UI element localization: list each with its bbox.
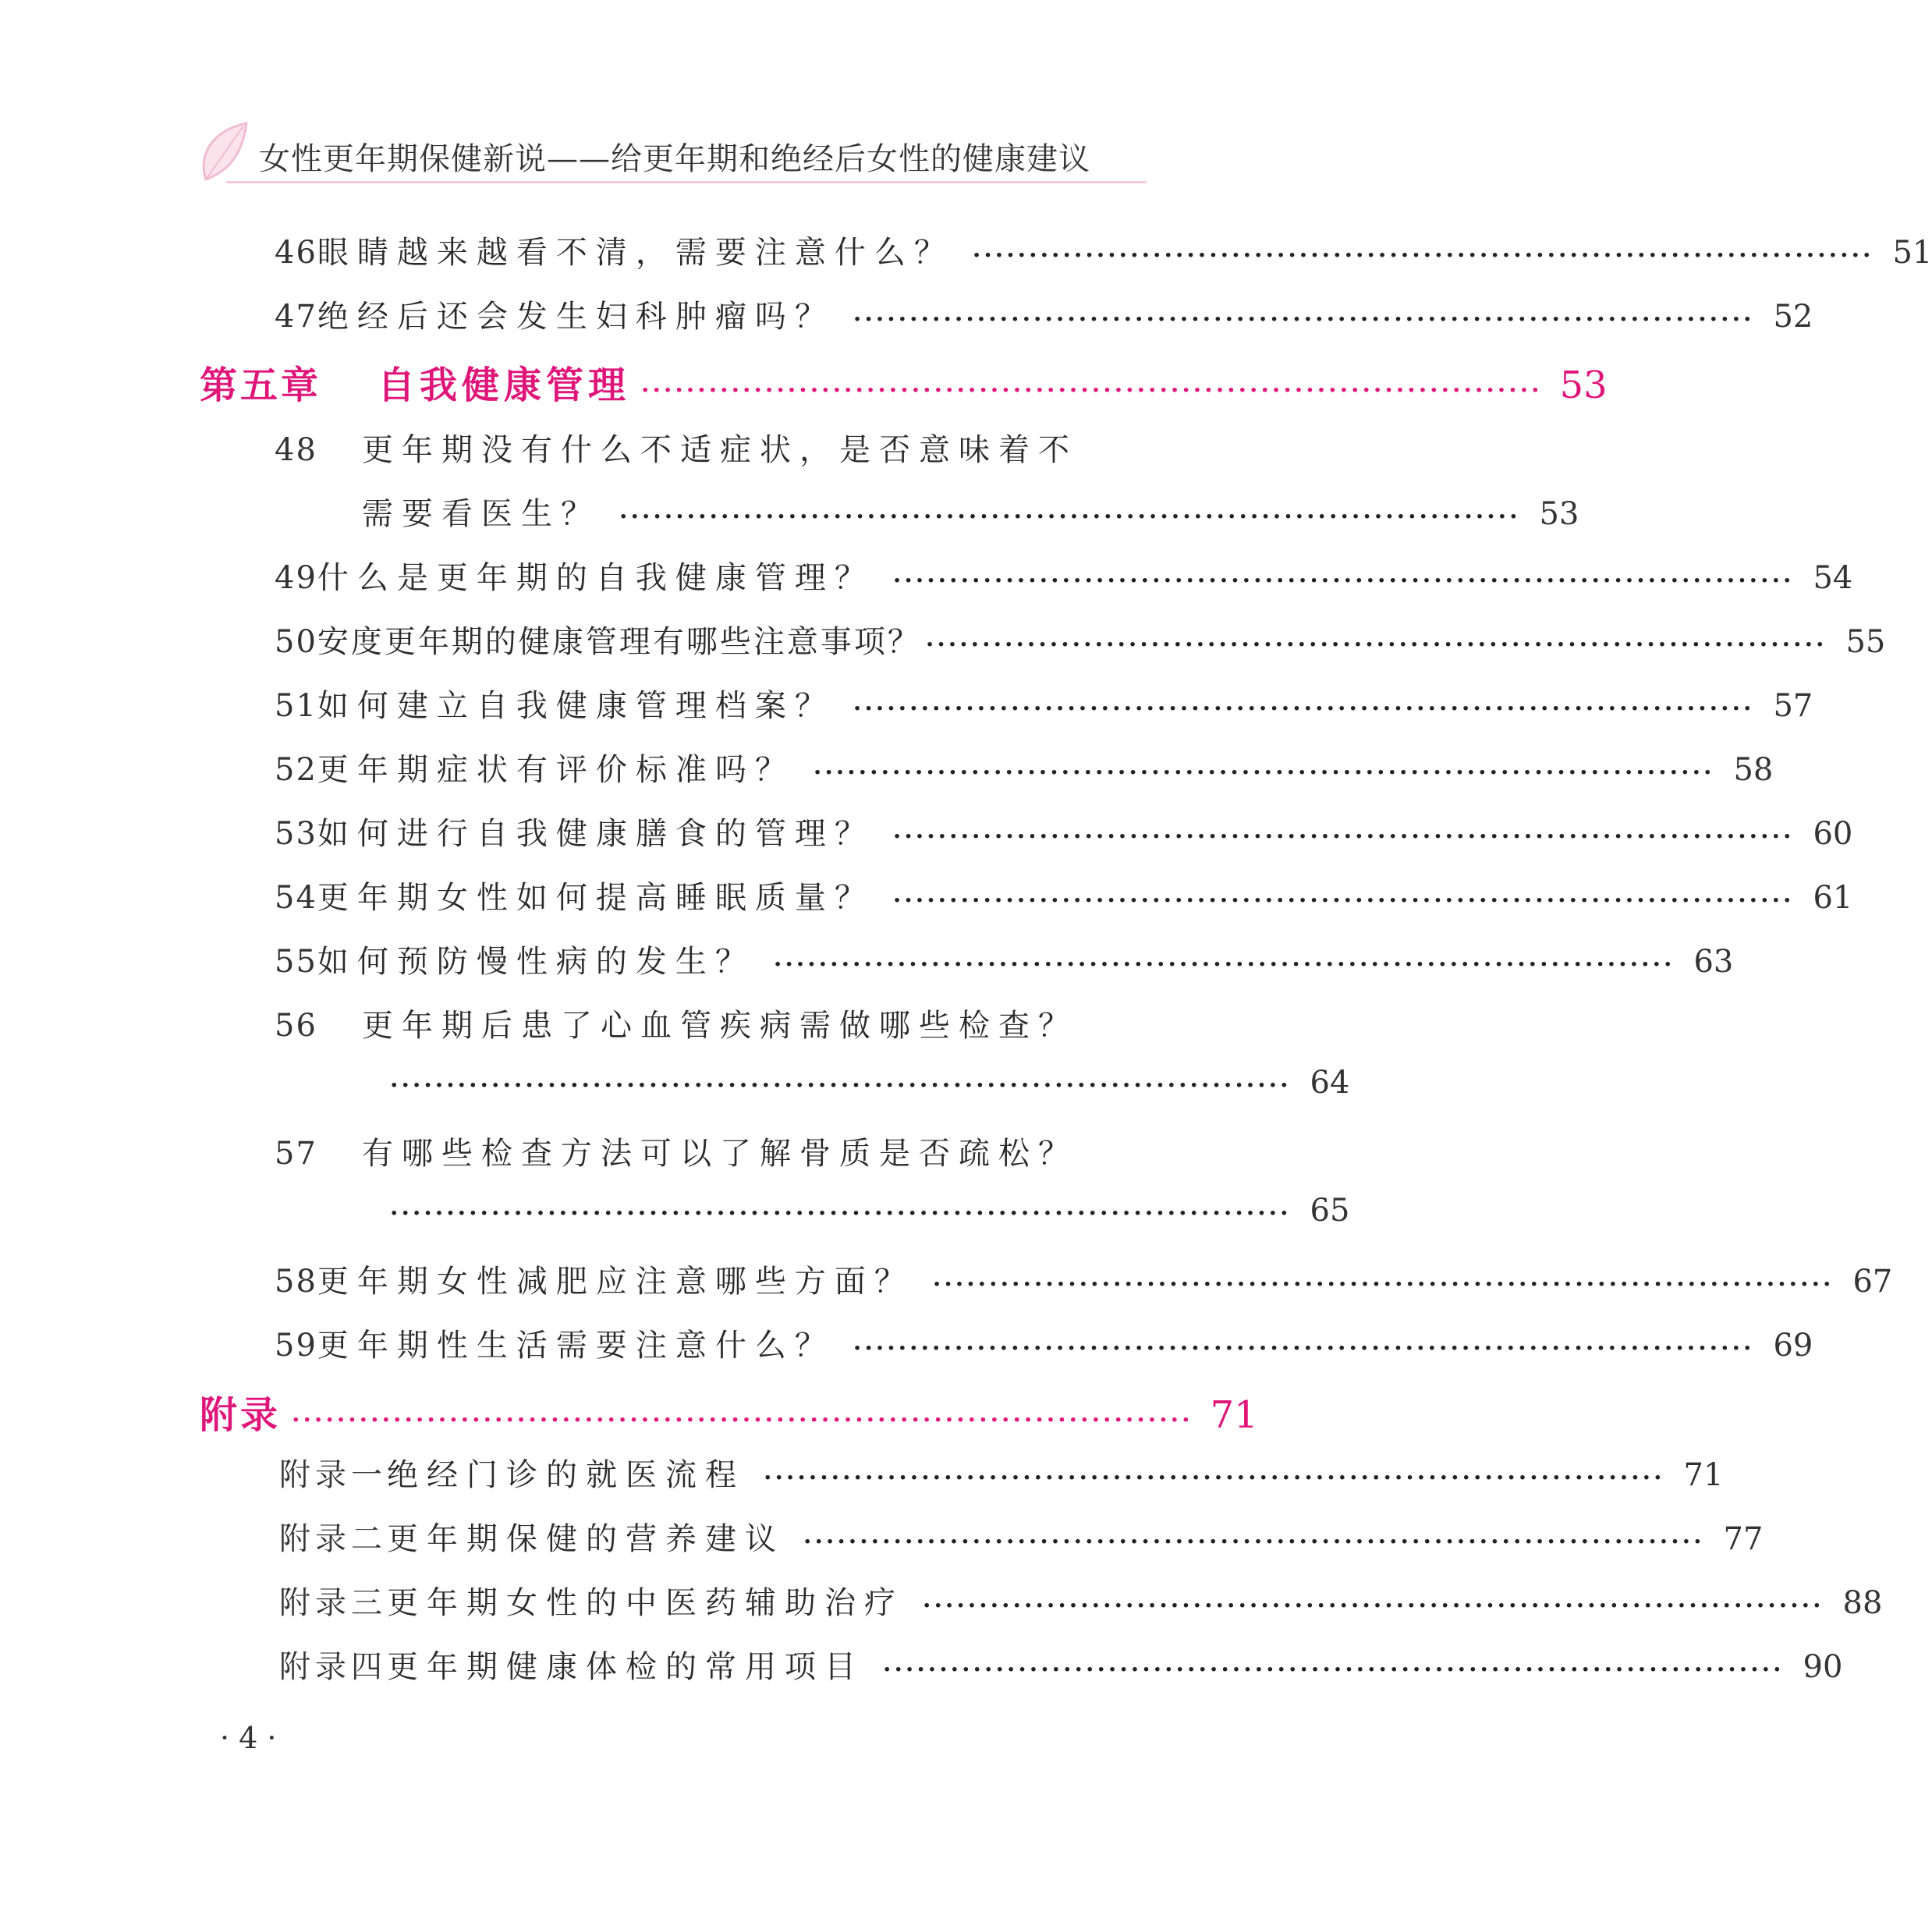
entry-title: 如何建立自我健康管理档案？ [317, 688, 835, 724]
chapter-label: 第五章 [200, 364, 322, 407]
entry-number: 49 [275, 560, 317, 596]
toc-entry-57-line2[interactable] [390, 1193, 1350, 1229]
toc-entry-54[interactable] [275, 873, 1853, 917]
entry-page: 57 [1773, 688, 1813, 724]
dot-leader: ················································································ [773, 951, 1675, 978]
leaf-logo-icon [195, 117, 262, 187]
toc-entry-59[interactable] [275, 1321, 1813, 1365]
entry-number: 56 [275, 1008, 317, 1044]
entry-number: 50 [275, 624, 317, 660]
toc-entry-56-line1[interactable] [275, 1001, 1141, 1045]
entry-page: 67 [1852, 1264, 1893, 1300]
toc-entry-48-line1[interactable] [275, 425, 1141, 470]
entry-page: 58 [1733, 752, 1774, 788]
dot-leader: ················································································ [813, 759, 1715, 786]
appendix-item-page: 77 [1723, 1521, 1764, 1557]
entry-title: 什么是更年期的自我健康管理？ [317, 560, 874, 596]
toc-entry-49[interactable] [275, 553, 1853, 598]
entry-title: 安度更年期的健康管理有哪些注意事项？ [317, 624, 921, 660]
appendix-item-3[interactable] [279, 1578, 1883, 1623]
dot-leader: ················································································ [390, 1072, 1292, 1099]
header-rule [226, 181, 1147, 183]
entry-number: 55 [275, 944, 317, 980]
entry-title: 更年期女性如何提高睡眠质量？ [317, 880, 874, 916]
entry-title: 眼睛越来越看不清，需要注意什么？ [317, 235, 954, 271]
appendix-item-title: 更年期保健的营养建议 [387, 1521, 785, 1557]
entry-page: 51 [1892, 235, 1932, 271]
entry-page: 61 [1813, 880, 1853, 916]
toc-entry-52[interactable] [275, 745, 1774, 789]
appendix-item-label: 附录二 [279, 1521, 387, 1557]
entry-number: 58 [275, 1264, 317, 1300]
page-number: · 4 · [220, 1721, 277, 1755]
dot-leader: ················································································ [923, 1592, 1824, 1619]
chapter-5-heading[interactable] [200, 355, 1608, 409]
toc-entry-51[interactable] [275, 681, 1813, 725]
appendix-heading[interactable] [200, 1385, 1258, 1438]
appendix-item-2[interactable] [279, 1514, 1764, 1559]
appendix-item-page: 71 [1683, 1457, 1724, 1493]
dot-leader: ················································································ [619, 503, 1521, 530]
entry-title: 有哪些检查方法可以了解骨质是否疏松？ [362, 1136, 1078, 1172]
dot-leader: ················································································ [853, 306, 1755, 333]
entry-number: 47 [275, 299, 317, 335]
toc-entry-46[interactable] [275, 228, 1932, 272]
toc-entry-47[interactable] [275, 292, 1813, 336]
running-header-title: 女性更年期保健新说——给更年期和绝经后女性的健康建议 [259, 141, 1090, 177]
dot-leader: ················································································ [972, 242, 1874, 269]
appendix-item-label: 附录三 [279, 1585, 387, 1621]
entry-title: 如何进行自我健康膳食的管理？ [317, 816, 874, 852]
dot-leader: ················································································ [925, 631, 1827, 658]
chapter-page: 53 [1559, 364, 1608, 407]
entry-title: 更年期症状有评价标准吗？ [317, 752, 795, 788]
dot-leader: ················································································ [641, 377, 1543, 404]
dot-leader: ················································································ [853, 1335, 1755, 1362]
dot-leader: ················································································ [892, 887, 1795, 914]
dot-leader: ················································································ [892, 567, 1795, 594]
dot-leader: ················································································ [932, 1271, 1835, 1298]
appendix-label: 附录 [200, 1393, 282, 1437]
appendix-item-label: 附录一 [279, 1457, 387, 1493]
entry-page: 65 [1310, 1193, 1350, 1229]
toc-entry-58[interactable] [275, 1257, 1893, 1301]
entry-number: 46 [275, 235, 317, 271]
entry-title: 绝经后还会发生妇科肿瘤吗？ [317, 299, 835, 335]
toc-entry-55[interactable] [275, 937, 1734, 981]
entry-page: 69 [1773, 1328, 1813, 1364]
toc-entry-53[interactable] [275, 809, 1853, 853]
entry-page: 63 [1693, 944, 1734, 980]
dot-leader: ················································································ [764, 1464, 1665, 1491]
toc-entry-57-line1[interactable] [275, 1129, 1141, 1173]
entry-number: 57 [275, 1136, 317, 1172]
toc-entry-48-line2[interactable] [362, 489, 1579, 534]
entry-number: 59 [275, 1328, 317, 1364]
appendix-page: 71 [1210, 1393, 1258, 1437]
appendix-item-page: 90 [1803, 1649, 1843, 1685]
appendix-item-title: 绝经门诊的就医流程 [387, 1457, 745, 1493]
appendix-item-title: 更年期健康体检的常用项目 [387, 1649, 864, 1685]
toc-entry-56-line2[interactable] [390, 1065, 1350, 1101]
entry-title-continued: 需要看医生？ [362, 496, 601, 532]
appendix-item-title: 更年期女性的中医药辅助治疗 [387, 1585, 904, 1621]
entry-number: 54 [275, 880, 317, 916]
appendix-item-page: 88 [1842, 1585, 1883, 1621]
toc-entry-50[interactable] [275, 617, 1886, 662]
entry-page: 55 [1845, 624, 1886, 660]
entry-number: 52 [275, 752, 317, 788]
entry-page: 54 [1813, 560, 1853, 596]
entry-number: 48 [275, 432, 317, 468]
entry-page: 60 [1813, 816, 1853, 852]
dot-leader: ················································································ [390, 1200, 1292, 1227]
dot-leader: ················································································ [853, 695, 1755, 722]
entry-title: 更年期后患了心血管疾病需做哪些检查？ [362, 1008, 1078, 1044]
chapter-title: 自我健康管理 [378, 364, 631, 407]
appendix-item-label: 附录四 [279, 1649, 387, 1685]
dot-leader: ················································································ [892, 823, 1795, 850]
entry-number: 51 [275, 688, 317, 724]
entry-title: 更年期女性减肥应注意哪些方面？ [317, 1264, 914, 1300]
entry-page: 64 [1310, 1065, 1350, 1101]
dot-leader: ················································································ [883, 1656, 1785, 1683]
dot-leader: ················································································ [292, 1406, 1193, 1434]
entry-number: 53 [275, 816, 317, 852]
dot-leader: ················································································ [803, 1528, 1705, 1555]
entry-title: 如何预防慢性病的发生？ [317, 944, 755, 980]
entry-title: 更年期没有什么不适症状，是否意味着不 [362, 432, 1078, 468]
entry-title: 更年期性生活需要注意什么？ [317, 1328, 835, 1364]
appendix-item-1[interactable] [279, 1450, 1724, 1495]
entry-page: 52 [1773, 299, 1813, 335]
entry-page: 53 [1539, 496, 1579, 532]
appendix-item-4[interactable] [279, 1642, 1843, 1687]
